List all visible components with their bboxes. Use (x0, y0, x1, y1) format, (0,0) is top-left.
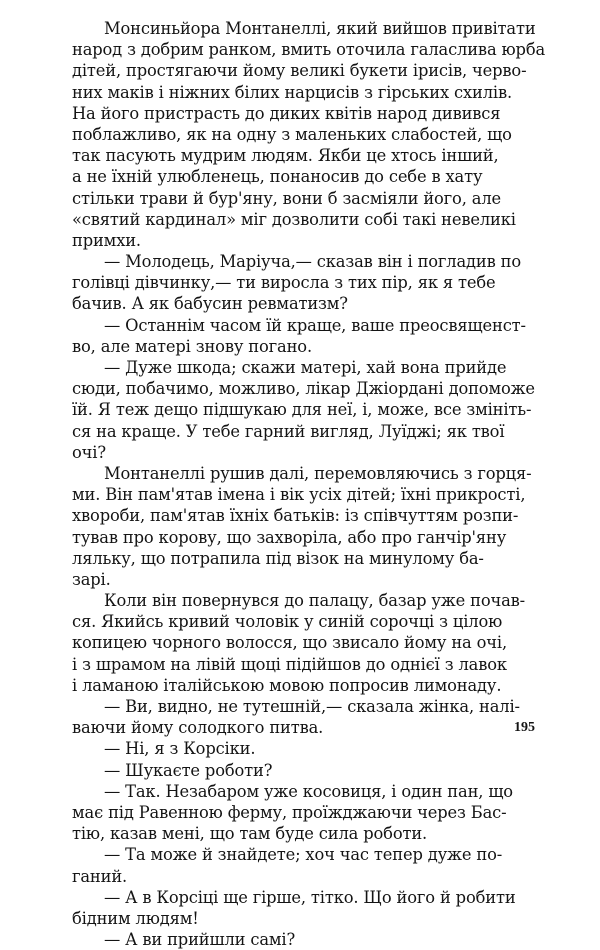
text-line: — Ви, видно, не тутешній,— сказала жінка, налі- (104, 697, 520, 716)
text-line: стільки трави й бур'яну, вони б засміяли його, але (72, 188, 501, 208)
text-line: во, але матері знову погано. (72, 336, 312, 356)
text-line: — Так. Незабаром уже косовиця, і один пан, що (104, 781, 513, 801)
text-line: «святий кардинал» міг дозволити собі такі невеликі (72, 209, 516, 229)
body-text (72, 18, 546, 950)
text-line: — Ні, я з Корсіки. (104, 739, 256, 759)
text-line: ганий. (72, 866, 128, 886)
text-line: поблажливо, як на одну з маленьких слабостей, що (72, 124, 512, 144)
text-line: дітей, простягаючи йому великі букети ірисів, черво- (72, 61, 527, 81)
text-line: Коли він повернувся до палацу, базар уже почав- (104, 591, 526, 611)
text-line: очі? (72, 442, 106, 462)
text-line: — Останнім часом їй краще, ваше преосвященст- (104, 315, 526, 335)
text-line: бідним людям! (72, 908, 199, 928)
text-line: — Шукаєте роботи? (104, 760, 273, 780)
text-line: копицею чорного волосся, що звисало йому на очі, (72, 633, 507, 653)
text-line: зарі. (72, 569, 111, 589)
text-line: Монтанеллі рушив далі, перемовляючись з горця- (104, 463, 532, 483)
text-line: — Молодець, Маріуча,— сказав він і погладив по (104, 252, 522, 272)
text-line: — А в Корсіці ще гірше, тітко. Що його й робити (104, 887, 516, 907)
text-line: і ламаною італійською мовою попросив лимонаду. (72, 675, 502, 695)
text-line: сюди, побачимо, можливо, лікар Джіордані допоможе (72, 379, 535, 399)
text-line: ляльку, що потрапила під візок на минулому ба- (72, 548, 484, 568)
text-line: має під Равенною ферму, проїжджаючи через Бас- (72, 802, 507, 822)
text-line: народ з добрим ранком, вмить оточила галаслива юрба (72, 40, 546, 60)
text-line: Монсиньйора Монтанеллі, який вийшов привітати (104, 19, 536, 38)
text-line: ми. Він пам'ятав імена і вік усіх дітей; їхні прикрості, (72, 485, 526, 505)
text-line: них маків і ніжних білих нарцисів з гірських схилів. (72, 82, 512, 102)
text-line: — А ви прийшли самі? (104, 930, 296, 950)
text-line: хвороби, пам'ятав їхніх батьків: із співчуттям розпи- (72, 506, 519, 526)
text-line: ся. Якийсь кривий чоловік у синій сорочці з цілою (72, 612, 503, 632)
text-line: і з шрамом на лівій щоці підійшов до однієї з лавок (72, 654, 507, 674)
text-line: — Та може й знайдете; хоч час тепер дуже по- (104, 845, 503, 865)
text-line: ся на краще. У тебе гарний вигляд, Луїджі; як твої (72, 421, 505, 441)
text-line: бачив. А як бабусин ревматизм? (72, 294, 348, 314)
text-line: примхи. (72, 230, 141, 250)
text-line: На його пристрасть до диких квітів народ дивився (72, 103, 501, 123)
page-number: 195 (514, 720, 535, 735)
text-line: тував про корову, що захворіла, або про ганчір'яну (72, 527, 507, 547)
text-line: тію, казав мені, що там буде сила роботи. (72, 824, 428, 844)
text-line: ваючи йому солодкого питва. (72, 718, 324, 738)
text-line: — Дуже шкода; скажи матері, хай вона прийде (104, 358, 507, 377)
text-line: а не їхній улюбленець, понаносив до себе в хату (72, 167, 483, 187)
text-line: їй. Я теж дещо підшукаю для неї, і, може, все змініть- (72, 400, 532, 420)
text-line: голівці дівчинку,— ти виросла з тих пір, як я тебе (72, 273, 496, 293)
text-line: так пасують мудрим людям. Якби це хтось інший, (72, 146, 499, 166)
